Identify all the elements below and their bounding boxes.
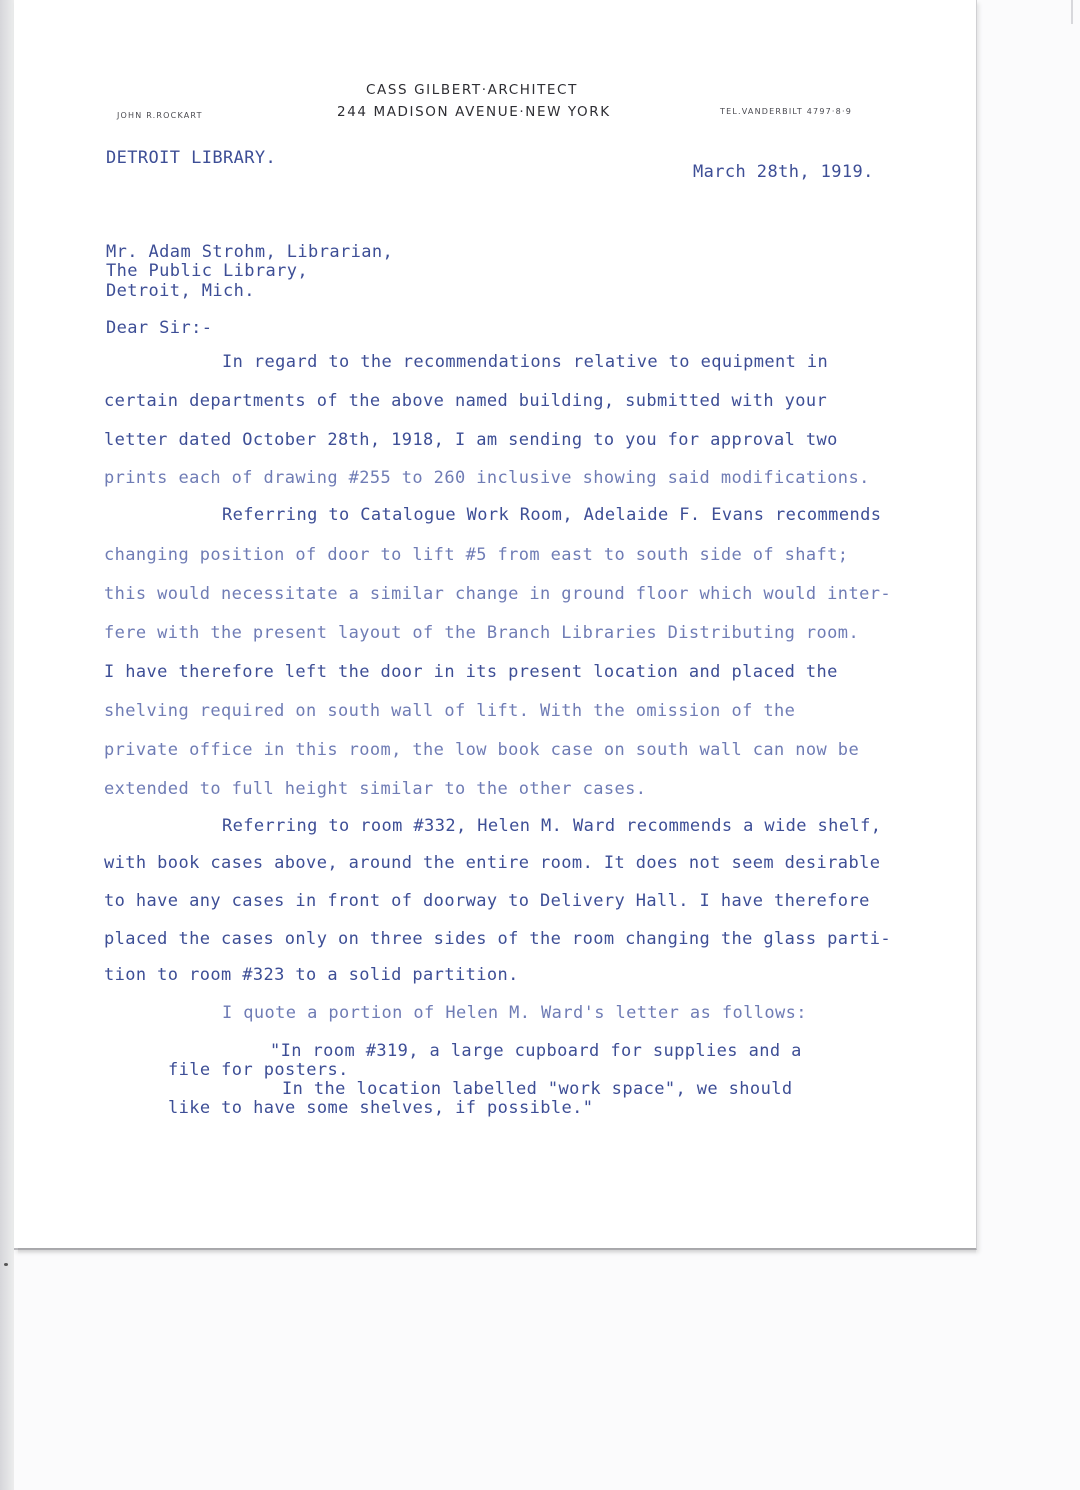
body-line: Referring to room #332, Helen M. Ward recommends a wide shelf, xyxy=(222,816,882,836)
body-line: In regard to the recommendations relative to equipment in xyxy=(222,352,829,372)
body-line: I quote a portion of Helen M. Ward's letter as follows: xyxy=(222,1003,807,1023)
body-line: tion to room #323 to a solid partition. xyxy=(104,965,519,985)
quote-line: like to have some shelves, if possible." xyxy=(168,1098,594,1118)
body-line: Referring to Catalogue Work Room, Adelaide F. Evans recommends xyxy=(222,505,882,525)
body-line: to have any cases in front of doorway to Delivery Hall. I have therefore xyxy=(104,891,870,911)
body-line: private office in this room, the low book case on south wall can now be xyxy=(104,740,860,760)
body-line: this would necessitate a similar change in ground floor which would inter- xyxy=(104,584,891,604)
recipient-line: Mr. Adam Strohm, Librarian, xyxy=(106,242,394,262)
recipient-line: The Public Library, xyxy=(106,261,309,281)
ink-speck xyxy=(4,1263,8,1266)
body-line: prints each of drawing #255 to 260 inclusive showing said modifications. xyxy=(104,468,870,488)
body-line: fere with the present layout of the Branch Libraries Distributing room. xyxy=(104,623,860,643)
letter-date: March 28th, 1919. xyxy=(693,162,874,182)
sheet-shadow xyxy=(18,1248,976,1254)
body-line: shelving required on south wall of lift. With the omission of the xyxy=(104,701,796,721)
body-line: changing position of door to lift #5 from east to south side of shaft; xyxy=(104,545,849,565)
body-line: certain departments of the above named building, submitted with your xyxy=(104,391,828,411)
letter-subject: DETROIT LIBRARY. xyxy=(106,148,277,168)
letterhead-firm: CASS GILBERT·ARCHITECT xyxy=(366,82,578,98)
salutation: Dear Sir:- xyxy=(106,318,213,338)
page-edge xyxy=(0,0,14,1490)
body-line: extended to full height similar to the other cases. xyxy=(104,779,647,799)
letterhead-telephone: TEL.VANDERBILT 4797·8·9 xyxy=(720,107,852,116)
quote-line: file for posters. xyxy=(168,1060,349,1080)
quote-line: "In room #319, a large cupboard for supplies and a xyxy=(270,1041,802,1061)
letterhead-person: JOHN R.ROCKART xyxy=(117,111,203,120)
body-line: with book cases above, around the entire room. It does not seem desirable xyxy=(104,853,881,873)
recipient-line: Detroit, Mich. xyxy=(106,281,255,301)
quote-line: In the location labelled "work space", we should xyxy=(282,1079,793,1099)
letterhead-address: 244 MADISON AVENUE·NEW YORK xyxy=(337,104,611,120)
body-line: letter dated October 28th, 1918, I am sending to you for approval two xyxy=(104,430,838,450)
body-line: placed the cases only on three sides of the room changing the glass parti- xyxy=(104,929,891,949)
scan-mark xyxy=(1071,0,1073,24)
body-line: I have therefore left the door in its present location and placed the xyxy=(104,662,838,682)
